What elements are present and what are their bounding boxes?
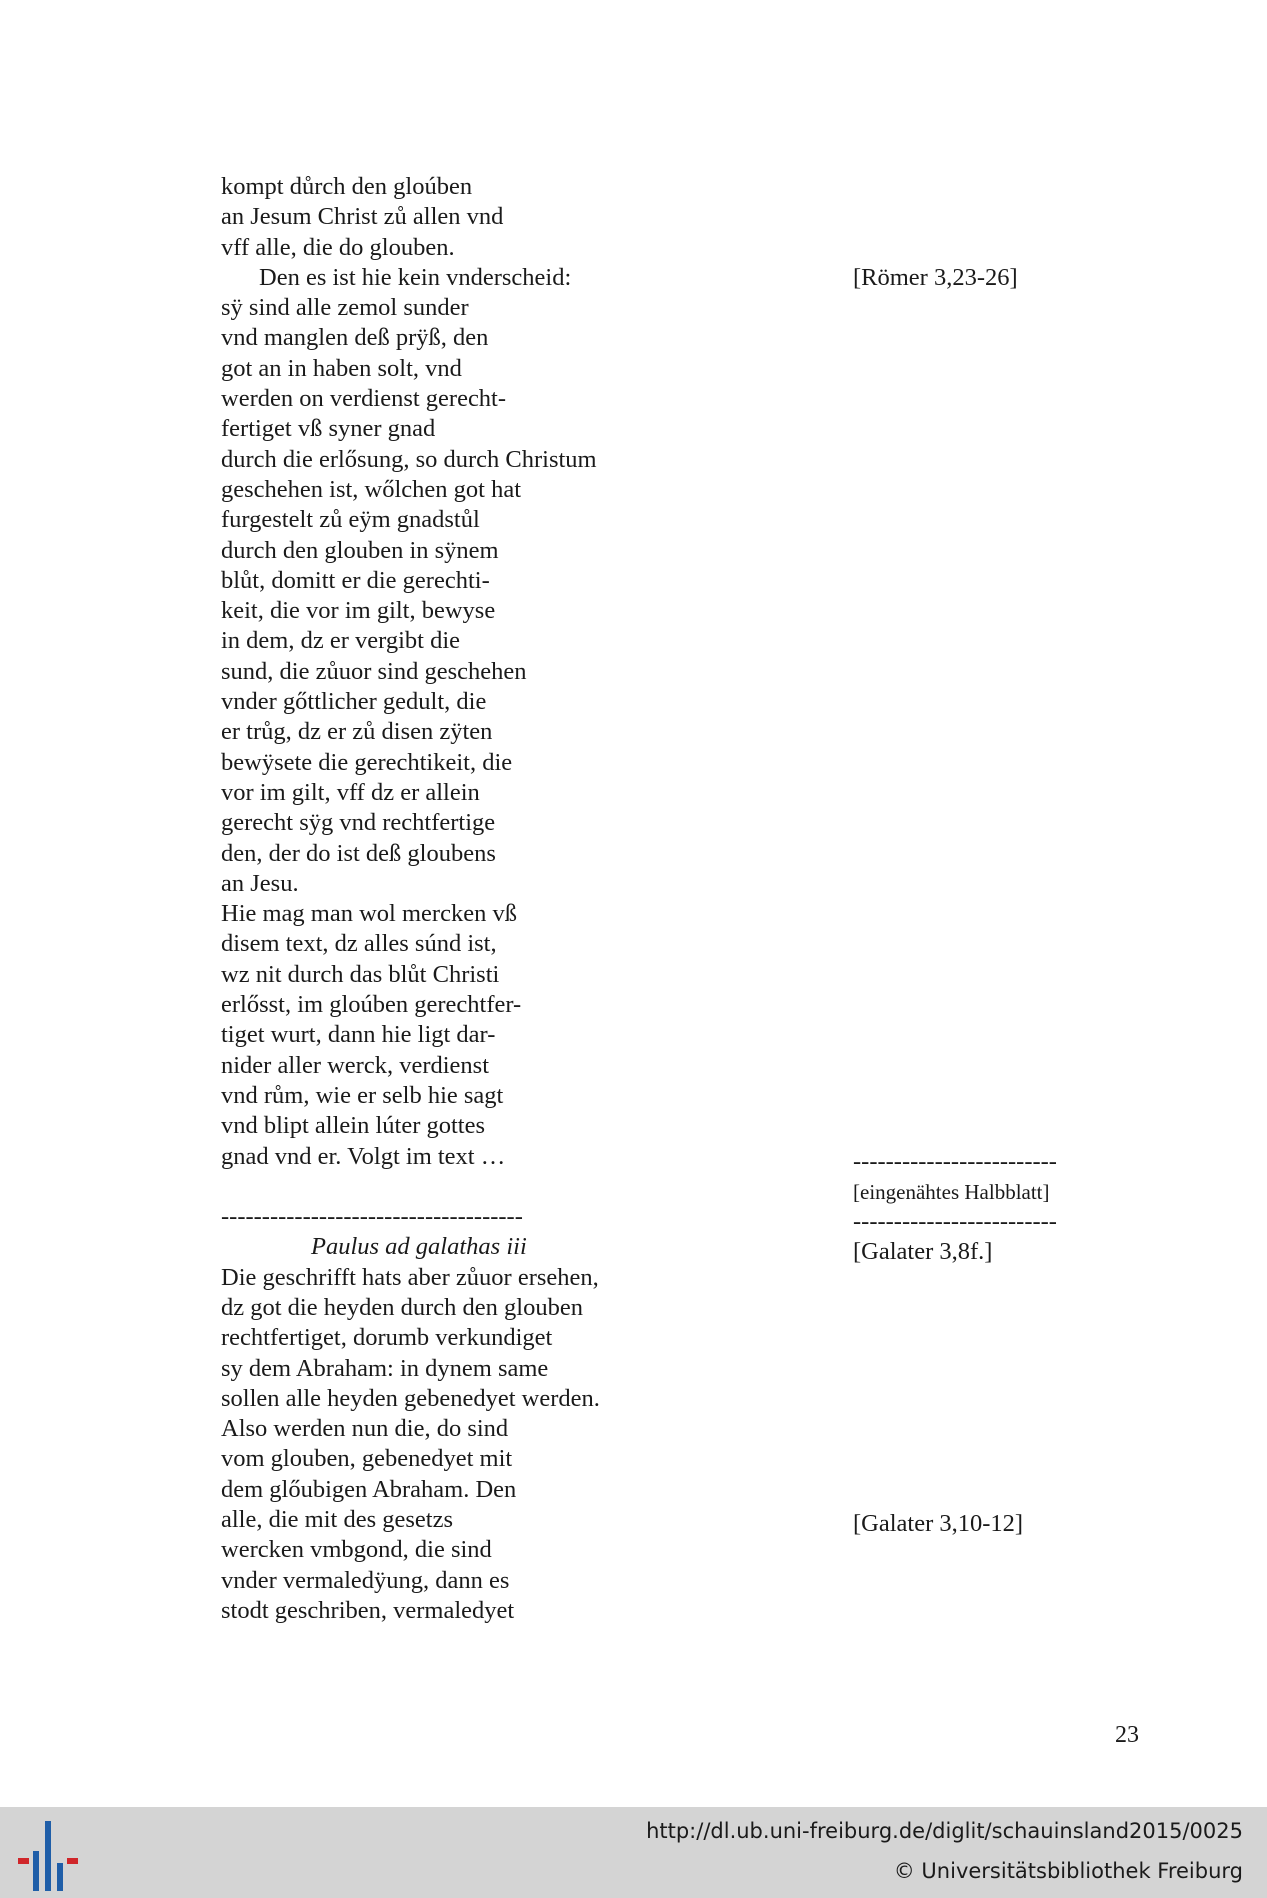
page-number: 23 — [1115, 1722, 1139, 1748]
text-line: durch den glouben in sÿnem — [221, 536, 499, 564]
text-line: bewÿsete die gerechtikeit, die — [221, 748, 513, 776]
text-line: geschehen ist, wőlchen got hat — [221, 475, 522, 503]
margin-note-galater-1: [Galater 3,8f.] — [853, 1238, 993, 1265]
section-heading: Paulus ad galathas iii — [311, 1233, 527, 1261]
text-line: fertiget vß syner gnad — [221, 415, 436, 443]
margin-divider-bottom: ------------------------- — [853, 1208, 1057, 1235]
text-line: Die geschrifft hats aber zůuor ersehen, — [221, 1263, 599, 1291]
blank-line — [221, 1172, 681, 1202]
text-line: nider aller werck, verdienst — [221, 1051, 490, 1079]
text-line: erlősst, im gloúben gerechtfer- — [221, 991, 522, 1019]
text-line: sollen alle heyden gebenedyet werden. — [221, 1384, 600, 1412]
text-line: an Jesum Christ zů allen vnd — [221, 203, 504, 231]
text-line: vnd rům, wie er selb hie sagt — [221, 1081, 504, 1109]
text-line: wz nit durch das blůt Christi — [221, 960, 500, 988]
text-line: gnad vnd er. Volgt im text … — [221, 1142, 506, 1170]
text-line: tiget wurt, dann hie ligt dar- — [221, 1021, 496, 1049]
section-divider: ------------------------------------- — [221, 1203, 523, 1231]
text-line: durch die erlősung, so durch Christum — [221, 445, 597, 473]
text-line: rechtfertiget, dorumb verkundiget — [221, 1324, 553, 1352]
text-line: werden on verdienst gerecht- — [221, 385, 507, 413]
text-line: Also werden nun die, do sind — [221, 1415, 509, 1443]
text-line: vnd blipt allein lúter gottes — [221, 1112, 486, 1140]
text-line: keit, die vor im gilt, bewyse — [221, 597, 496, 625]
text-line: er trůg, dz er zů disen zÿten — [221, 718, 493, 746]
text-line: sy dem Abraham: in dynem same — [221, 1354, 549, 1382]
text-line: vnder gőttlicher gedult, die — [221, 688, 487, 716]
text-line: Hie mag man wol mercken vß — [221, 900, 517, 928]
ub-freiburg-logo-icon — [16, 1821, 80, 1891]
text-line: vnd manglen deß prÿß, den — [221, 324, 489, 352]
text-line: sund, die zůuor sind geschehen — [221, 657, 527, 685]
margin-divider-top: ------------------------- — [853, 1148, 1057, 1175]
text-line: vnder vermaledÿung, dann es — [221, 1566, 510, 1594]
text-line: vor im gilt, vff dz er allein — [221, 778, 480, 806]
permalink-url[interactable]: http://dl.ub.uni-freiburg.de/diglit/schauinsland2015/0025 — [646, 1819, 1243, 1843]
text-line: Den es ist hie kein vnderscheid: — [259, 263, 572, 291]
text-line: alle, die mit des gesetzs — [221, 1506, 453, 1534]
margin-note-roemer: [Römer 3,23-26] — [853, 264, 1018, 291]
text-line: den, der do ist deß gloubens — [221, 839, 496, 867]
text-line: an Jesu. — [221, 869, 299, 897]
text-line: furgestelt zů eÿm gnadstůl — [221, 506, 480, 534]
text-line: sÿ sind alle zemol sunder — [221, 294, 469, 322]
copyright-text: © Universitätsbibliothek Freiburg — [893, 1859, 1243, 1883]
text-line: dem glőubigen Abraham. Den — [221, 1475, 517, 1503]
text-line: blůt, domitt er die gerechti- — [221, 566, 490, 594]
text-line: disem text, dz alles súnd ist, — [221, 930, 497, 958]
text-line: kompt důrch den gloúben — [221, 173, 473, 200]
text-line: in dem, dz er vergibt die — [221, 627, 461, 655]
margin-note-galater-2: [Galater 3,10-12] — [853, 1510, 1024, 1537]
margin-note-halbblatt: [eingenähtes Halbblatt] — [853, 1180, 1050, 1204]
text-line: stodt geschriben, vermaledyet — [221, 1596, 515, 1624]
text-line: wercken vmbgond, die sind — [221, 1536, 492, 1564]
text-line: vff alle, die do glouben. — [221, 233, 455, 261]
text-line: vom glouben, gebenedyet mit — [221, 1445, 513, 1473]
main-text-column — [221, 172, 681, 1626]
text-line: gerecht sÿg vnd rechtfertige — [221, 809, 496, 837]
footer-bar — [0, 1807, 1267, 1898]
text-line: got an in haben solt, vnd — [221, 354, 462, 382]
text-line: dz got die heyden durch den glouben — [221, 1293, 583, 1321]
